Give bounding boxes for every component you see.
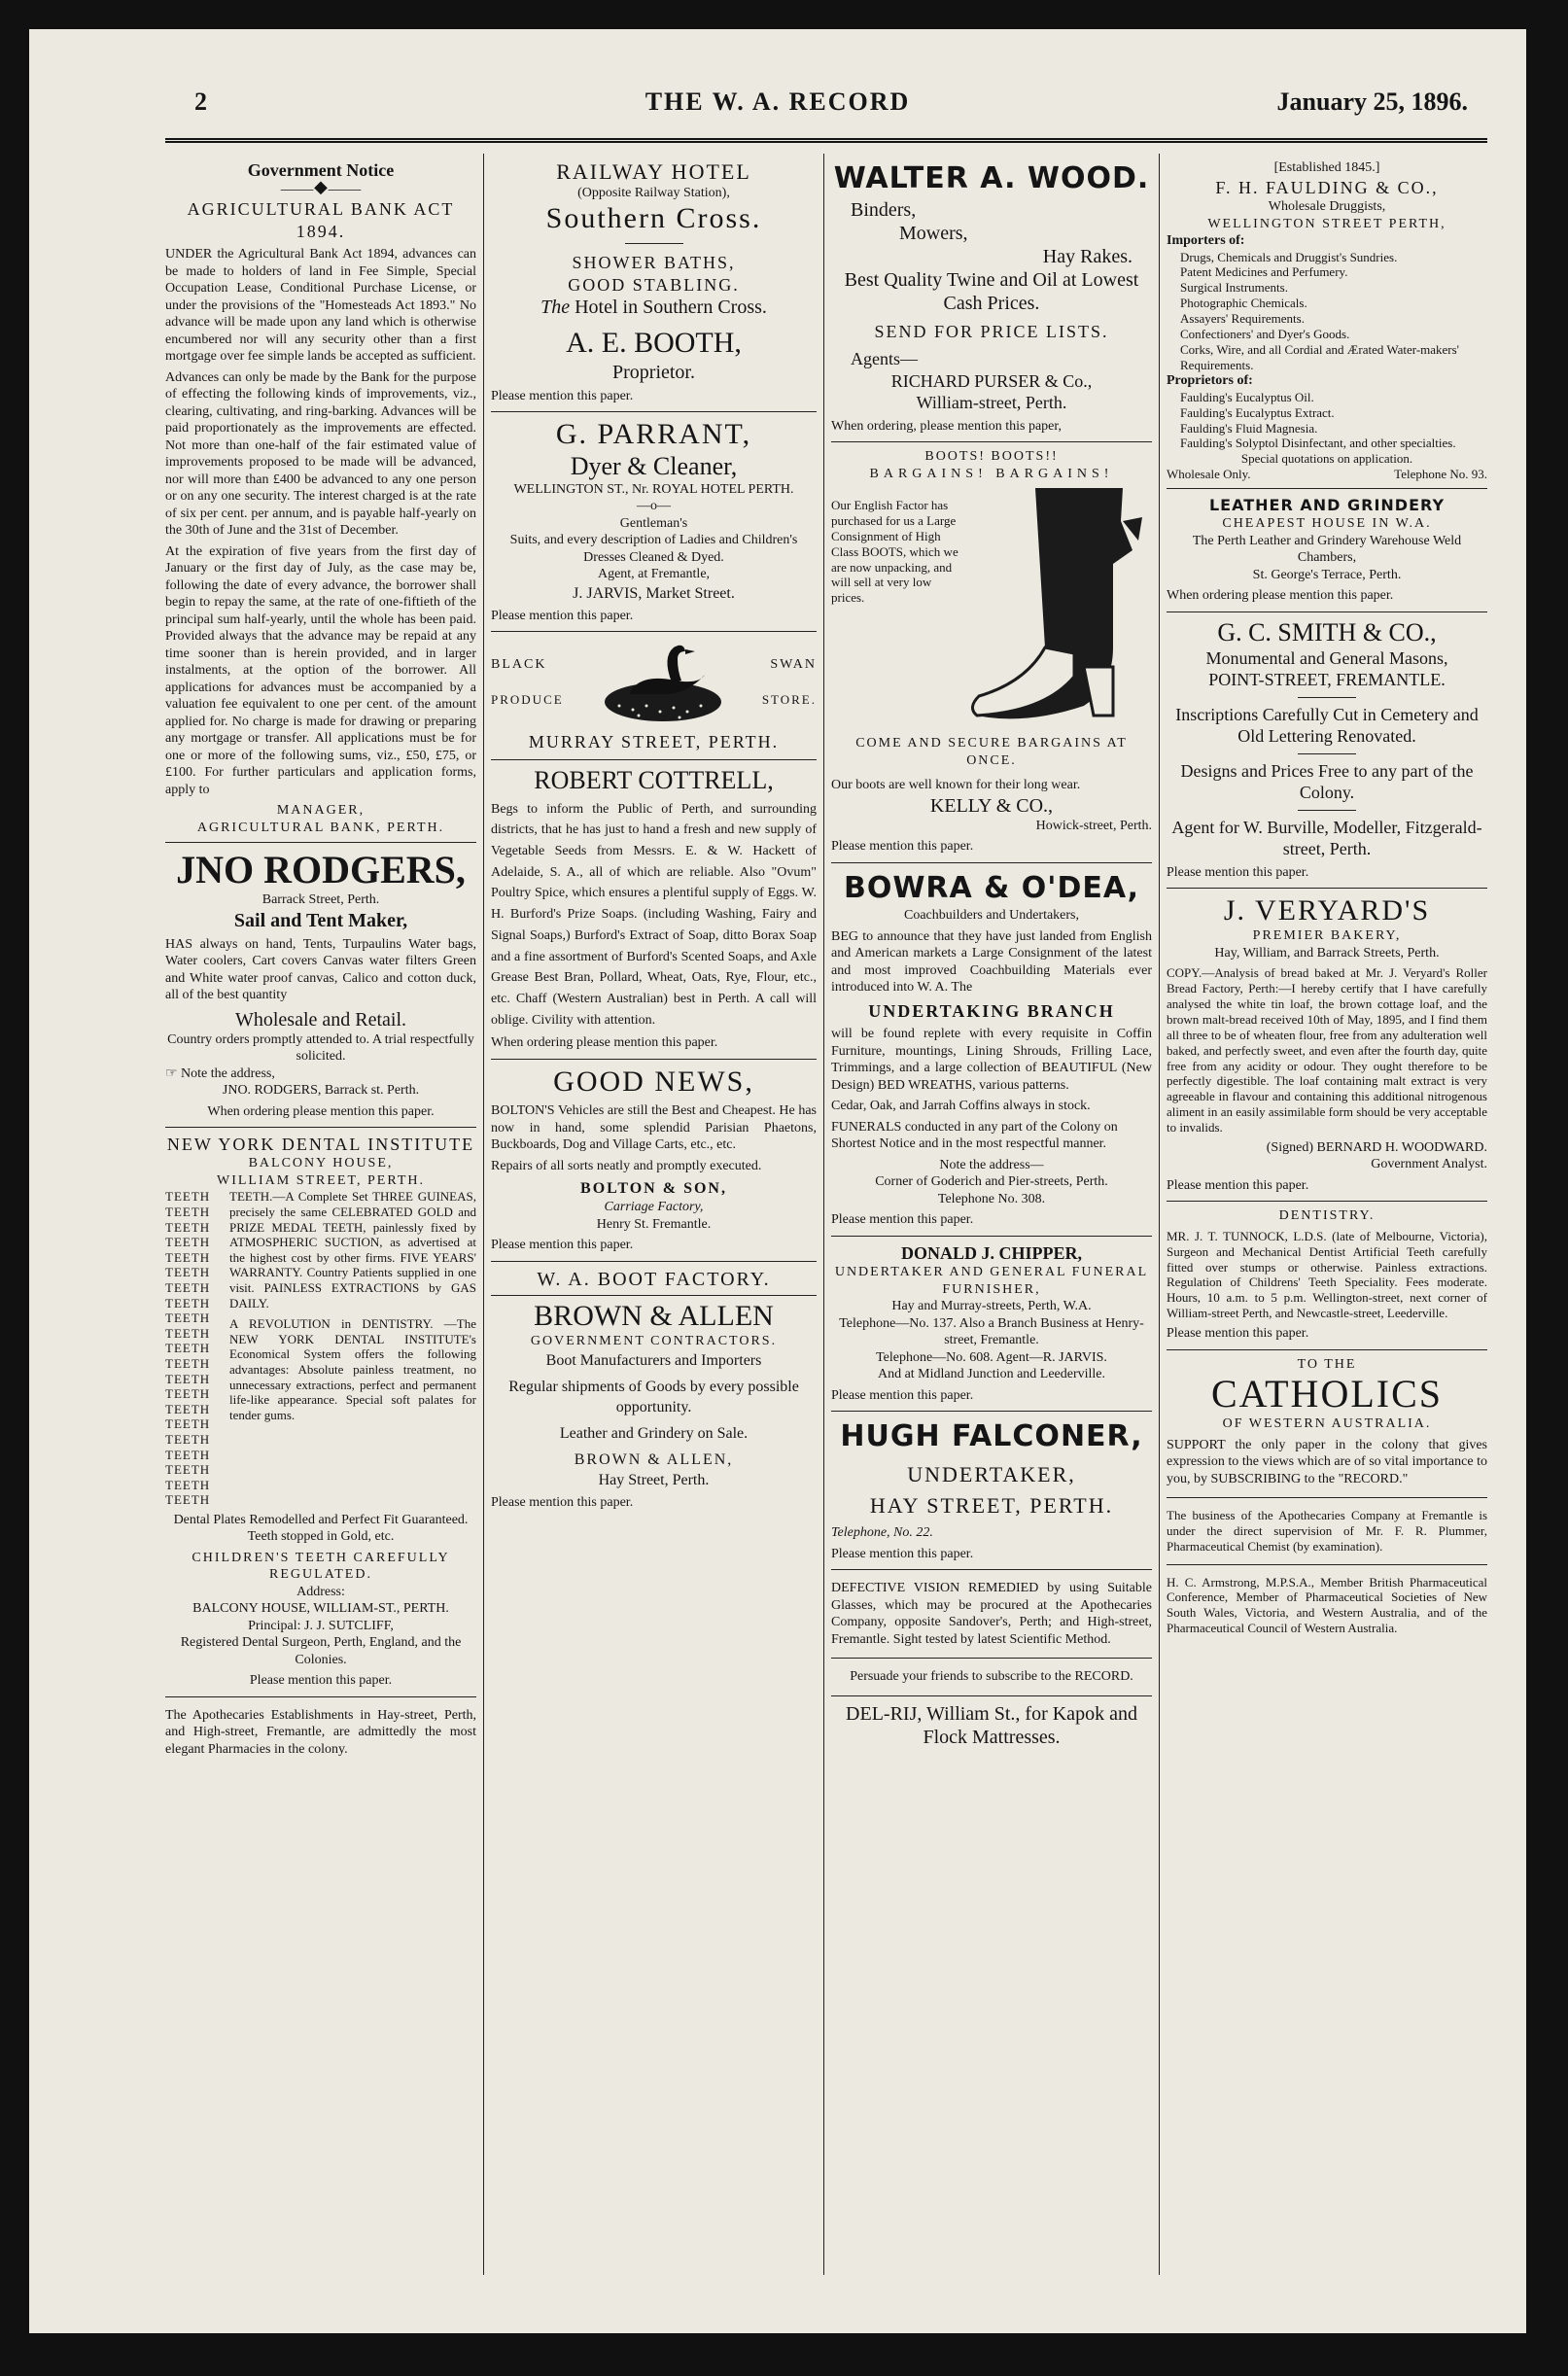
ad-text: POINT-STREET, FREMANTLE. [1208, 670, 1446, 689]
ad-text: Address: [296, 1584, 345, 1599]
page-number: 2 [194, 87, 207, 116]
ad-text: WELLINGTON ST., Nr. ROYAL HOTEL PERTH. [513, 481, 794, 497]
proprietary-item: Faulding's Eucalyptus Extract. [1180, 404, 1335, 420]
ad-text: Telephone, No. 22. [831, 1525, 933, 1541]
boot-block [831, 482, 1152, 735]
advertiser-name: WALTER A. WOOD. [833, 161, 1150, 195]
imports-list [1167, 250, 1487, 373]
ad-text: Importers of: [1167, 233, 1245, 248]
emphasis: The [540, 297, 571, 319]
mention-paper: Please mention this paper. [831, 1212, 974, 1228]
notice-divider: ⸻◆⸻ [280, 182, 362, 197]
teeth-label: TEETH [165, 1235, 211, 1250]
government-notice [165, 154, 476, 843]
teeth-block [165, 1189, 476, 1507]
ad-text: RICHARD PURSER & Co., [890, 370, 1093, 391]
ad-text: Hay, William, and Barrack Streets, Perth. [1214, 945, 1440, 961]
ad-headline: GOOD NEWS, [553, 1065, 754, 1098]
column-1 [165, 154, 476, 2304]
ad-headline: CATHOLICS [1210, 1372, 1444, 1416]
ad-text: PREMIER BAKERY, [1252, 928, 1402, 944]
ad-text: GOOD STABLING. [568, 274, 740, 295]
ad-text: Corner of Goderich and Pier-streets, Perth. [875, 1174, 1108, 1190]
ad-headline: W. A. BOOT FACTORY. [537, 1268, 771, 1290]
column-3 [831, 154, 1152, 2304]
ad-text: [Established 1845.] [1273, 160, 1380, 175]
bowra-odea-ad [831, 863, 1152, 1237]
proprietary-item: Faulding's Eucalyptus Oil. [1180, 389, 1314, 404]
swan-right-text [762, 656, 817, 707]
teeth-label: TEETH [165, 1280, 211, 1296]
import-item: Corks, Wire, and all Cordial and Ærated Water-makers' Requirements. [1180, 341, 1460, 372]
teeth-label: TEETH [165, 1492, 211, 1508]
ad-text: WELLINGTON STREET PERTH, [1207, 216, 1446, 231]
teeth-text [229, 1189, 476, 1507]
column-4 [1167, 154, 1487, 2304]
vision-ad [831, 1570, 1152, 1659]
black-swan-ad [491, 632, 817, 760]
swan-icon [600, 638, 726, 725]
advertiser-name: BOLTON & SON, [580, 1180, 727, 1198]
proprietor-name: A. E. BOOTH, [566, 327, 742, 360]
walter-wood-ad [831, 154, 1152, 442]
ad-text: St. George's Terrace, Perth. [1252, 567, 1402, 582]
ad-text: Henry St. Fremantle. [596, 1216, 712, 1232]
ad-text: Telephone No. 93. [1394, 467, 1487, 482]
ad-text: Our boots are well known for their long wear. [831, 778, 1081, 793]
mention-paper: When ordering please mention this paper. [491, 1035, 718, 1051]
advertiser-name: BROWN & ALLEN [491, 1295, 817, 1334]
ad-text: Persuade your friends to subscribe to the RECORD. [850, 1669, 1133, 1685]
advertiser-name: KELLY & CO., [929, 794, 1054, 817]
ad-text: UNDERTAKER AND GENERAL FUNERAL FURNISHER, [834, 1265, 1149, 1297]
hotel-town: Southern Cross. [545, 201, 762, 234]
falconer-ad [831, 1412, 1152, 1570]
apothecaries-note [165, 1697, 476, 1768]
ad-text: The Apothecaries Establishments in Hay-street, Perth, and High-street, Fremantle, are admittedly the most elegant Pharmacies in the colony. [165, 1707, 476, 1757]
institute-house: BALCONY HOUSE, [248, 1156, 394, 1171]
column-divider [1159, 154, 1160, 2275]
ad-body: Begs to inform the Public of Perth, and surrounding districts, that he has just to hand a fresh and new supply of Vegetable Seeds from Messrs. E. & W. Hackett of Adelaide, S. A., all of which are reliable. Also "Ovum" Poultry Spice, which ensures a plentiful supply of Eggs. W. H. Burford's Prize Soaps. (including Washing, Fairy and Signal Soaps,) Burford's Extract of Soap, ditto Borax Soap and a fine assortment of Burford's Scented Soaps, and Axle Grease Best Bran, Pollard, Wheat, Oats, Rye, Flour, etc., etc. Chaff (Western Australian) best in Perth. A call will oblige. Civility with attention. [491, 801, 817, 1028]
mention-paper: Please mention this paper. [1167, 864, 1309, 880]
teeth-label: TEETH [165, 1371, 211, 1386]
ad-footer [1167, 467, 1487, 482]
ad-body: SUPPORT the only paper in the colony that gives expression to the views which are of so vital importance to you, by SUBSCRIBING to the "RECORD." [1167, 1437, 1487, 1486]
divider [1298, 753, 1356, 754]
ad-body: H. C. Armstrong, M.P.S.A., Member British Pharmaceutical Conference, Member of Pharmaceutical Societies of New South Wales, Victoria, and Western Australia, and of the Pharmaceutical Council of Western Australia. [1167, 1574, 1487, 1636]
import-item: Patent Medicines and Perfumery. [1180, 264, 1348, 280]
teeth-label: TEETH [165, 1341, 211, 1356]
ad-text: Howick-street, Perth. [1035, 818, 1152, 833]
teeth-paragraph: A REVOLUTION in DENTISTRY. —The NEW YORK DENTAL INSTITUTE's Economical System offers the following advantages: Absolute painless treatment, no unnecessary extractions, perfect and permanent life-like appearance. Special soft palates for tender gums. [229, 1316, 476, 1422]
ad-text: Registered Dental Surgeon, Perth, England, and the Colonies. [180, 1635, 462, 1667]
advertiser-name: BOWRA & O'DEA, [843, 870, 1140, 905]
notice-paragraph: At the expiration of five years from the first day of January or the first day of July, as the case may be, following the date of every advance, the borrower shall begin to repay the same, at the rate of one-fiftieth of the principal sum half-yearly, until the whole has been paid. Provided always that the advance may be repaid at any time sooner than is herein provided, and in larger instalments, at the option of the borrower. All applications for advances must be accompanied by a valuation fee equivalent to one per cent. of the amount applied for. No charge is made for drawing or preparing any mortgage or transfer. All applications must be for one or more of the following sums, viz., £50, £75, or £100. For further particulars and application forms, apply to [165, 543, 476, 797]
divider [625, 243, 683, 244]
ad-text: Cedar, Oak, and Jarrah Coffins always in stock. [831, 1099, 1091, 1114]
ad-subheading: Wholesale and Retail. [234, 1008, 407, 1031]
teeth-label: TEETH [165, 1356, 211, 1371]
bolton-ad [491, 1060, 817, 1262]
ad-text: Hay and Murray-streets, Perth, W.A. [891, 1299, 1092, 1314]
masthead [29, 87, 1526, 126]
advertiser-name: ROBERT COTTRELL, [534, 765, 774, 794]
ad-text: Telephone—No. 137. Also a Branch Business at Henry-street, Fremantle. [839, 1315, 1144, 1348]
swan-left-text [491, 656, 564, 707]
mention-paper: Please mention this paper. [491, 608, 634, 623]
ad-text: Suits, and every description of Ladies and Children's Dresses Cleaned & Dyed. [509, 533, 798, 565]
parrant-ad [491, 412, 817, 632]
ad-body: COPY.—Analysis of bread baked at Mr. J. Veryard's Roller Bread Factory, Perth:—I hereby certify that I have carefully analysed the white tin loaf, the brown cottage loaf, and the brown malt-bread received 10th of May, 1895, and I find them all three to be of wheaten flour, free from any adulteration well baked, and perfectly sweet, and even after the fourth day, quite free from any acidity or odour. They ought therefore to be perfectly digestible. The loaf containing malt extract is very agreeable in flavour and containing this additional nitrogenous aliment in an easily assimilable form should be very acceptable to invalids. [1167, 965, 1487, 1136]
teeth-label: TEETH [165, 1416, 211, 1432]
masthead-rule [165, 138, 1487, 143]
ad-text: Telephone No. 308. [937, 1191, 1046, 1206]
manager-label: MANAGER, [276, 803, 366, 818]
ad-text: Coachbuilders and Undertakers, [904, 908, 1079, 924]
teeth-label: TEETH [165, 1295, 211, 1310]
column-2 [491, 154, 817, 2304]
institute-street: WILLIAM STREET, PERTH. [217, 1172, 425, 1188]
ad-text: SHOWER BATHS, [572, 253, 736, 273]
ad-text: The Perth Leather and Grindery Warehouse Weld Chambers, [1192, 533, 1462, 566]
veryard-ad [1167, 889, 1487, 1202]
ad-text: Hotel in Southern Cross. [570, 297, 767, 319]
ad-text: Special quotations on application. [1240, 451, 1413, 467]
teeth-label: TEETH [165, 1401, 211, 1416]
proprietary-item: Faulding's Solyptol Disinfectant, and other specialties. [1180, 436, 1456, 451]
ad-text: Regular shipments of Goods by every possible opportunity. [508, 1378, 799, 1416]
ad-text: Best Quality Twine and Oil at Lowest Cash Prices. [844, 268, 1139, 314]
faulding-ad [1167, 154, 1487, 489]
teeth-label: TEETH [165, 1249, 211, 1265]
teeth-label: TEETH [165, 1265, 211, 1280]
newspaper-title: THE W. A. RECORD [645, 87, 911, 116]
ad-text: Inscriptions Carefully Cut in Cemetery and Old Lettering Renovated. [1175, 704, 1479, 746]
ad-body: HAS always on hand, Tents, Turpaulins Water bags, Water coolers, Cart covers Canvas water filters Green and White water proof canvas, Calico and cotton duck, all of the best quantity [165, 936, 476, 1002]
ad-text: Telephone—No. 608. Agent—R. JARVIS. [876, 1349, 1107, 1365]
advertiser-address: Barrack Street, Perth. [261, 892, 380, 907]
mention-paper: When ordering please mention this paper. [1167, 588, 1394, 604]
import-item: Confectioners' and Dyer's Goods. [1180, 326, 1350, 341]
boot-icon [967, 482, 1152, 735]
dental-institute-ad [165, 1128, 476, 1697]
teeth-label: TEETH [165, 1205, 211, 1220]
mention-paper: Please mention this paper. [831, 839, 974, 855]
ad-text: BROWN & ALLEN, [574, 1451, 734, 1469]
ad-headline: LEATHER AND GRINDERY [1208, 496, 1446, 515]
ad-body: Our English Factor has purchased for us a Large Consignment of High Class BOOTS, which we are now unpacking, and will sell at very low prices. [831, 498, 958, 606]
ad-body: DEFECTIVE VISION REMEDIED by using Suitable Glasses, which may be procured at the Apothecaries Company, opposite Sandover's, Perth; and High-street, Fremantle. Sight tested by latest Scientific Method. [831, 1581, 1152, 1647]
ad-text: And at Midland Junction and Leederville. [877, 1367, 1106, 1382]
apothecaries-business-ad [1167, 1498, 1487, 1565]
ad-text: Proprietor. [612, 361, 695, 383]
ad-text: Dental Plates Remodelled and Perfect Fit Guaranteed. Teeth stopped in Gold, etc. [173, 1512, 469, 1545]
issue-date: January 25, 1896. [1276, 87, 1468, 116]
hotel-name: RAILWAY HOTEL [556, 159, 751, 184]
ad-text: Proprietors of: [1167, 373, 1253, 389]
ad-text: JNO. RODGERS, Barrack st. Perth. [222, 1083, 420, 1098]
leather-grindery-ad [1167, 489, 1487, 612]
teeth-label: TEETH [165, 1447, 211, 1462]
ad-text: SWAN [770, 657, 817, 673]
notice-heading: Government Notice [247, 160, 395, 180]
catholics-ad [1167, 1350, 1487, 1499]
ad-body: BOLTON'S Vehicles are still the Best and Cheapest. He has now in hand, some splendid Parisian Phaetons, Buckboards, Dog and Village Carts, etc., etc. [491, 1103, 817, 1153]
ad-text: Carriage Factory, [604, 1200, 704, 1215]
chipper-ad [831, 1237, 1152, 1412]
act-title: AGRICULTURAL BANK ACT 1894. [187, 199, 455, 241]
ad-body: BEG to announce that they have just landed from English and American markets a Large Consignment of the latest and most improved Coachbuilding Materials ever introduced into W. A. The [831, 928, 1152, 996]
ad-text: TO THE [1297, 1356, 1357, 1372]
railway-hotel-ad [491, 154, 817, 412]
ad-text: SEND FOR PRICE LISTS. [874, 321, 1109, 341]
divider [1298, 697, 1356, 698]
advertiser-name: J. VERYARD'S [1223, 893, 1431, 926]
ad-text: CHILDREN'S TEETH CAREFULLY REGULATED. [192, 1550, 450, 1583]
ad-subheading: UNDERTAKING BRANCH [868, 1000, 1115, 1021]
ad-text: Leather and Grindery on Sale. [559, 1425, 749, 1443]
gc-smith-ad [1167, 612, 1487, 889]
mention-paper: Please mention this paper. [831, 1387, 974, 1403]
column-divider [483, 154, 484, 2275]
ad-text: Agent, at Fremantle, [597, 567, 711, 582]
ad-text: GOVERNMENT CONTRACTORS. [530, 1334, 778, 1349]
ad-text: William-street, Perth. [916, 393, 1067, 413]
ad-text: Hay Street, Perth. [598, 1472, 710, 1489]
ad-text: Wholesale Only. [1167, 467, 1251, 482]
teeth-labels [165, 1189, 224, 1507]
ad-text: UNDERTAKER, [907, 1461, 1076, 1486]
ad-text: Agents— [851, 349, 918, 369]
proprietary-item: Faulding's Fluid Magnesia. [1180, 420, 1318, 436]
newspaper-page [29, 29, 1526, 2333]
proprietors-list [1167, 390, 1487, 451]
teeth-label: TEETH [165, 1431, 211, 1447]
advertiser-name: JNO RODGERS, [176, 848, 466, 891]
ad-text: J. JARVIS, Market Street. [573, 584, 735, 602]
ad-text: Hay Rakes. [1042, 245, 1132, 267]
ad-text: ☞ Note the address, [165, 1066, 275, 1081]
ad-text: HAY STREET, PERTH. [869, 1493, 1114, 1519]
ad-text: Note the address— [939, 1157, 1044, 1172]
ad-text: STORE. [761, 691, 817, 707]
ad-text: BALCONY HOUSE, WILLIAM-ST., PERTH. [192, 1601, 449, 1617]
mention-paper: Please mention this paper. [1167, 1326, 1309, 1342]
teeth-label: TEETH [165, 1219, 211, 1235]
teeth-label: TEETH [165, 1477, 211, 1492]
institute-name: NEW YORK DENTAL INSTITUTE [166, 1134, 475, 1154]
import-item: Drugs, Chemicals and Druggist's Sundries. [1180, 249, 1398, 264]
advertiser-trade: Dyer & Cleaner, [570, 451, 738, 480]
ad-text: Agent for W. Burville, Modeller, Fitzgerald-street, Perth. [1171, 817, 1482, 858]
mention-paper: Please mention this paper. [491, 388, 634, 403]
ad-text: Boot Manufacturers and Importers [545, 1351, 762, 1369]
ad-text: PRODUCE [491, 691, 564, 707]
mention-paper: Please mention this paper. [491, 1495, 634, 1511]
ad-text [491, 296, 817, 319]
ad-text: Designs and Prices Free to any part of the Colony. [1180, 760, 1474, 802]
advertiser-trade: Sail and Tent Maker, [233, 909, 408, 931]
dentistry-ad [1167, 1202, 1487, 1349]
mention-paper: When ordering, please mention this paper, [831, 418, 1062, 434]
ad-text: Principal: J. J. SUTCLIFF, [248, 1618, 394, 1633]
teeth-label: TEETH [165, 1386, 211, 1402]
ad-text: (Signed) BERNARD H. WOODWARD. [1266, 1139, 1487, 1155]
ad-text: Gentleman's [619, 515, 688, 531]
armstrong-ad [1167, 1565, 1487, 1646]
notice-paragraph: UNDER the Agricultural Bank Act 1894, advances can be made to holders of land in Fee Simple, Special Occupation Lease, Conditional Purchase License, or under the provisions of the "Homesteads Act 1893." No advance will be made upon any land which is otherwise encumbered nor will any security other than a first mortgage over fee simple lands be accepted as sufficient. [165, 247, 476, 364]
advertiser-name: HUGH FALCONER, [840, 1419, 1143, 1454]
ad-text: MURRAY STREET, PERTH. [528, 732, 780, 752]
ad-text: DEL-RIJ, William St., for Kapok and Flock Mattresses. [846, 1702, 1137, 1748]
divider: —o— [637, 499, 671, 514]
advertiser-name: F. H. FAULDING & CO., [1215, 177, 1439, 197]
mention-paper: Please mention this paper. [249, 1673, 393, 1689]
teeth-label: TEETH [165, 1189, 211, 1205]
subscribe-note [831, 1659, 1152, 1696]
advertiser-name: G. C. SMITH & CO., [1217, 617, 1437, 646]
import-item: Surgical Instruments. [1180, 280, 1288, 296]
ad-text: Mowers, [899, 222, 968, 244]
ad-body: MR. J. T. TUNNOCK, L.D.S. (late of Melbourne, Victoria), Surgeon and Mechanical Dentist Artificial Teeth carefully fitted over stumps or otherwise. Painless extractions. Regulation of Childrens' Teeth Speciality. Fees moderate. Hours, 10 a.m. to 5 p.m. Wellington-street, next corner of William-street Perth, and Newcastle-street, Leederville. [1167, 1228, 1487, 1321]
advertiser-name: DONALD J. CHIPPER, [900, 1242, 1082, 1263]
divider [1298, 810, 1356, 811]
mention-paper: When ordering please mention this paper. [207, 1103, 435, 1119]
ad-body: The business of the Apothecaries Company at Fremantle is under the direct supervision of Mr. F. R. Plummer, Pharmaceutical Chemist (by examination). [1167, 1508, 1487, 1554]
hotel-location: (Opposite Railway Station), [577, 186, 730, 201]
ad-text: Wholesale Druggists, [1268, 199, 1386, 214]
import-item: Assayers' Requirements. [1180, 310, 1305, 326]
ad-headline: DENTISTRY. [1278, 1208, 1376, 1224]
mention-paper: Please mention this paper. [831, 1546, 974, 1561]
ad-text: Government Analyst. [1371, 1157, 1487, 1172]
ad-text: BLACK [491, 657, 547, 673]
del-rij-ad [831, 1696, 1152, 1755]
mention-paper: Please mention this paper. [1167, 1177, 1309, 1193]
notice-paragraph: Advances can only be made by the Bank for the purpose of effecting the following kinds of improvements, viz., clearing, cultivating, and ring-barking. Advances will be paid proportionately as the improvements are effected. Not more than one-half of the fair estimated value of improvements proposed to be made will be advanced, nor will more than £400 be advanced to any one person or on any one security. The interest charged is at the rate of six per cent. per annum, and is payable half-yearly on the 30th of June and the 31st of December. [165, 369, 476, 538]
column-divider [823, 154, 824, 2275]
import-item: Photographic Chemicals. [1180, 296, 1307, 311]
ad-headline: BOOTS! BOOTS!! [924, 449, 1059, 465]
advertiser-name: G. PARRANT, [555, 418, 752, 451]
ad-body: will be found replete with every requisite in Coffin Furniture, mountings, Lining Shrouds, Frilling Lace, Trimmings, and a large collection of BEAUTIFUL (New Design) BED WREATHS, various patterns. [831, 1027, 1152, 1093]
teeth-label: TEETH [165, 1325, 211, 1341]
teeth-label: TEETH [165, 1310, 211, 1326]
ad-text: OF WESTERN AUSTRALIA. [1222, 1416, 1432, 1432]
kelly-boots-ad [831, 442, 1152, 862]
swan-banner [491, 638, 817, 725]
ad-text: Country orders promptly attended to. A trial respectfully solicited. [167, 1031, 474, 1064]
teeth-label: TEETH [165, 1462, 211, 1478]
rodgers-ad [165, 843, 476, 1128]
cottrell-ad [491, 760, 817, 1060]
bank-name: AGRICULTURAL BANK, PERTH. [196, 820, 445, 835]
boot-factory-ad [491, 1262, 817, 1519]
ad-text: Monumental and General Masons, [1205, 647, 1448, 668]
ad-text: CHEAPEST HOUSE IN W.A. [1222, 516, 1432, 532]
ad-headline: BARGAINS! BARGAINS! [869, 466, 1114, 481]
mention-paper: Please mention this paper. [491, 1238, 634, 1253]
ad-text: Repairs of all sorts neatly and promptly executed. [491, 1158, 762, 1173]
ad-text: Binders, [851, 198, 917, 221]
ad-text: COME AND SECURE BARGAINS AT ONCE. [855, 736, 1128, 768]
ad-text: FUNERALS conducted in any part of the Colony on Shortest Notice and in the most respectful manner. [831, 1119, 1118, 1152]
teeth-paragraph: TEETH.—A Complete Set THREE GUINEAS, precisely the same CELEBRATED GOLD and PRIZE MEDAL TEETH, painlessly fixed by ATMOSPHERIC SUCTION, as advertised at the highest cost by other firms. FIVE YEARS' WARRANTY. Country Patients supplied in one visit. PAINLESS EXTRACTIONS by GAS DAILY. [229, 1189, 476, 1310]
